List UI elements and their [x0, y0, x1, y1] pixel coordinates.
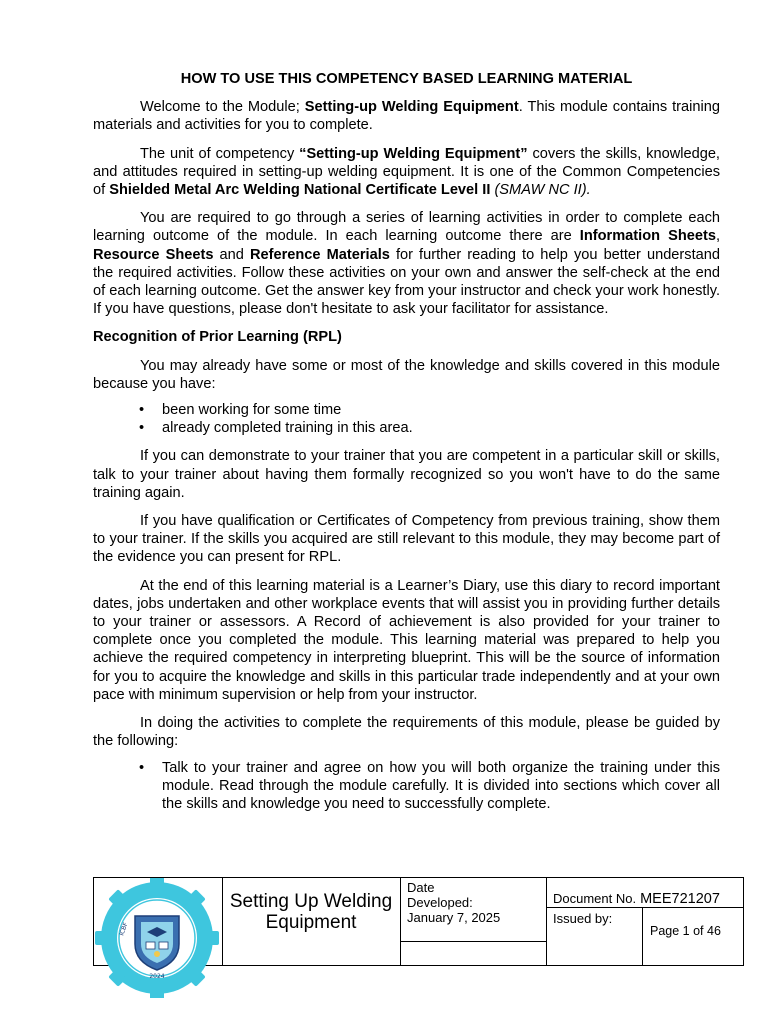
text: The unit of competency: [140, 145, 300, 162]
module-title-cell: [222, 878, 401, 965]
logo-year: 2024: [149, 973, 165, 980]
svg-text:ICBF: ICBF: [118, 921, 130, 937]
document-title: HOW TO USE THIS COMPETENCY BASED LEARNING MATERIAL: [180, 71, 633, 87]
italic-text: (SMAW NC II).: [490, 182, 591, 199]
text: for further reading to help you better understand the required activities. Follow these activities on your own and answer the self-check at the end of each learning outcome. Get the answer key from your instructor and check your work honestly. If you have questions, please don't hesitate to ask your facilitator for assistance.: [93, 246, 720, 318]
paragraph-welcome: [93, 98, 720, 134]
document-number-label: Document No.: [553, 891, 637, 906]
text: Welcome to the Module;: [140, 99, 305, 116]
rpl-heading: Recognition of Prior Learning (RPL): [93, 329, 342, 346]
list-item: • already completed training in this area.: [139, 419, 720, 437]
list-item: • Talk to your trainer and agree on how you will both organize the training under this module. Read through the module carefully. It is divided into sections which cover all the skills and knowledge you need to successfully complete.: [139, 759, 720, 814]
text: You are required to go through a series of learning activities in order to complete each learning outcome of the module. In each learning outcome there are: [93, 210, 720, 245]
document-body: [93, 70, 720, 823]
bullet-list-experience: [93, 401, 720, 437]
document-number-row: [546, 878, 743, 908]
date-developed-label: Date Developed:: [407, 880, 473, 910]
text: ,: [715, 228, 720, 245]
bold-text: Information Sheets: [579, 228, 716, 245]
college-logo-icon: [94, 878, 222, 998]
bold-text: Shielded Metal Arc Welding National Certificate Level II: [109, 182, 491, 199]
bullet-list-guidelines: [93, 759, 720, 814]
document-footer: [93, 877, 744, 980]
document-number-value: MEE721207: [640, 891, 720, 907]
paragraph-learners-diary: At the end of this learning material is a Learner’s Diary, use this diary to record important dates, jobs undertaken and other workplace events that will assist you in providing further details to your trainer or assessors. A Record of achievement is also provided for your trainer to complete once you completed the module. This learning material was prepared to help you achieve the required competency in interpreting blueprint. This will be the source of information for you to acquire the knowledge and skills in this particular trade independently and at your own pace with minimum supervision or help from your instructor.: [93, 577, 720, 703]
text: covers the skills, knowledge, and attitudes required in setting-up welding equipment. It is one of the Common Competencies of: [93, 145, 720, 199]
page-number: Page 1 of 46: [650, 924, 721, 938]
text: and: [213, 246, 250, 263]
paragraph-qualification: If you have qualification or Certificates of Competency from previous training, show them to your trainer. If the skills you acquired are still relevant to this module, they may become part of the evidence you can present for RPL.: [93, 513, 720, 566]
date-developed-cell: [401, 878, 547, 965]
list-item: • been working for some time: [139, 401, 720, 419]
bold-text: Reference Materials: [249, 246, 390, 263]
logo-cell: [94, 878, 223, 980]
paragraph-demonstrate: If you can demonstrate to your trainer that you are competent in a particular skill or skills, talk to your trainer about having them formally recognized so you won't have to do the same training again.: [93, 448, 720, 501]
paragraph-guided-by: In doing the activities to complete the requirements of this module, please be guided by the following:: [93, 715, 720, 750]
issued-by-label: Issued by:: [546, 908, 643, 965]
paragraph-prior-knowledge: You may already have some or most of the knowledge and skills covered in this module because you have:: [93, 357, 720, 392]
bold-text: “Setting-up Welding Equipment”: [299, 145, 528, 162]
text: . This module contains training materials and activities for you to complete.: [93, 99, 720, 134]
bold-text: Resource Sheets: [93, 246, 214, 263]
paragraph-learning-activities: [93, 209, 720, 318]
bold-text: Setting-up Welding Equipment: [304, 99, 519, 116]
date-developed-value: January 7, 2025: [407, 910, 501, 925]
module-title: Setting Up Welding Equipment: [229, 891, 393, 933]
document-info-cell: [546, 878, 743, 965]
paragraph-unit-of-competency: [93, 145, 720, 200]
